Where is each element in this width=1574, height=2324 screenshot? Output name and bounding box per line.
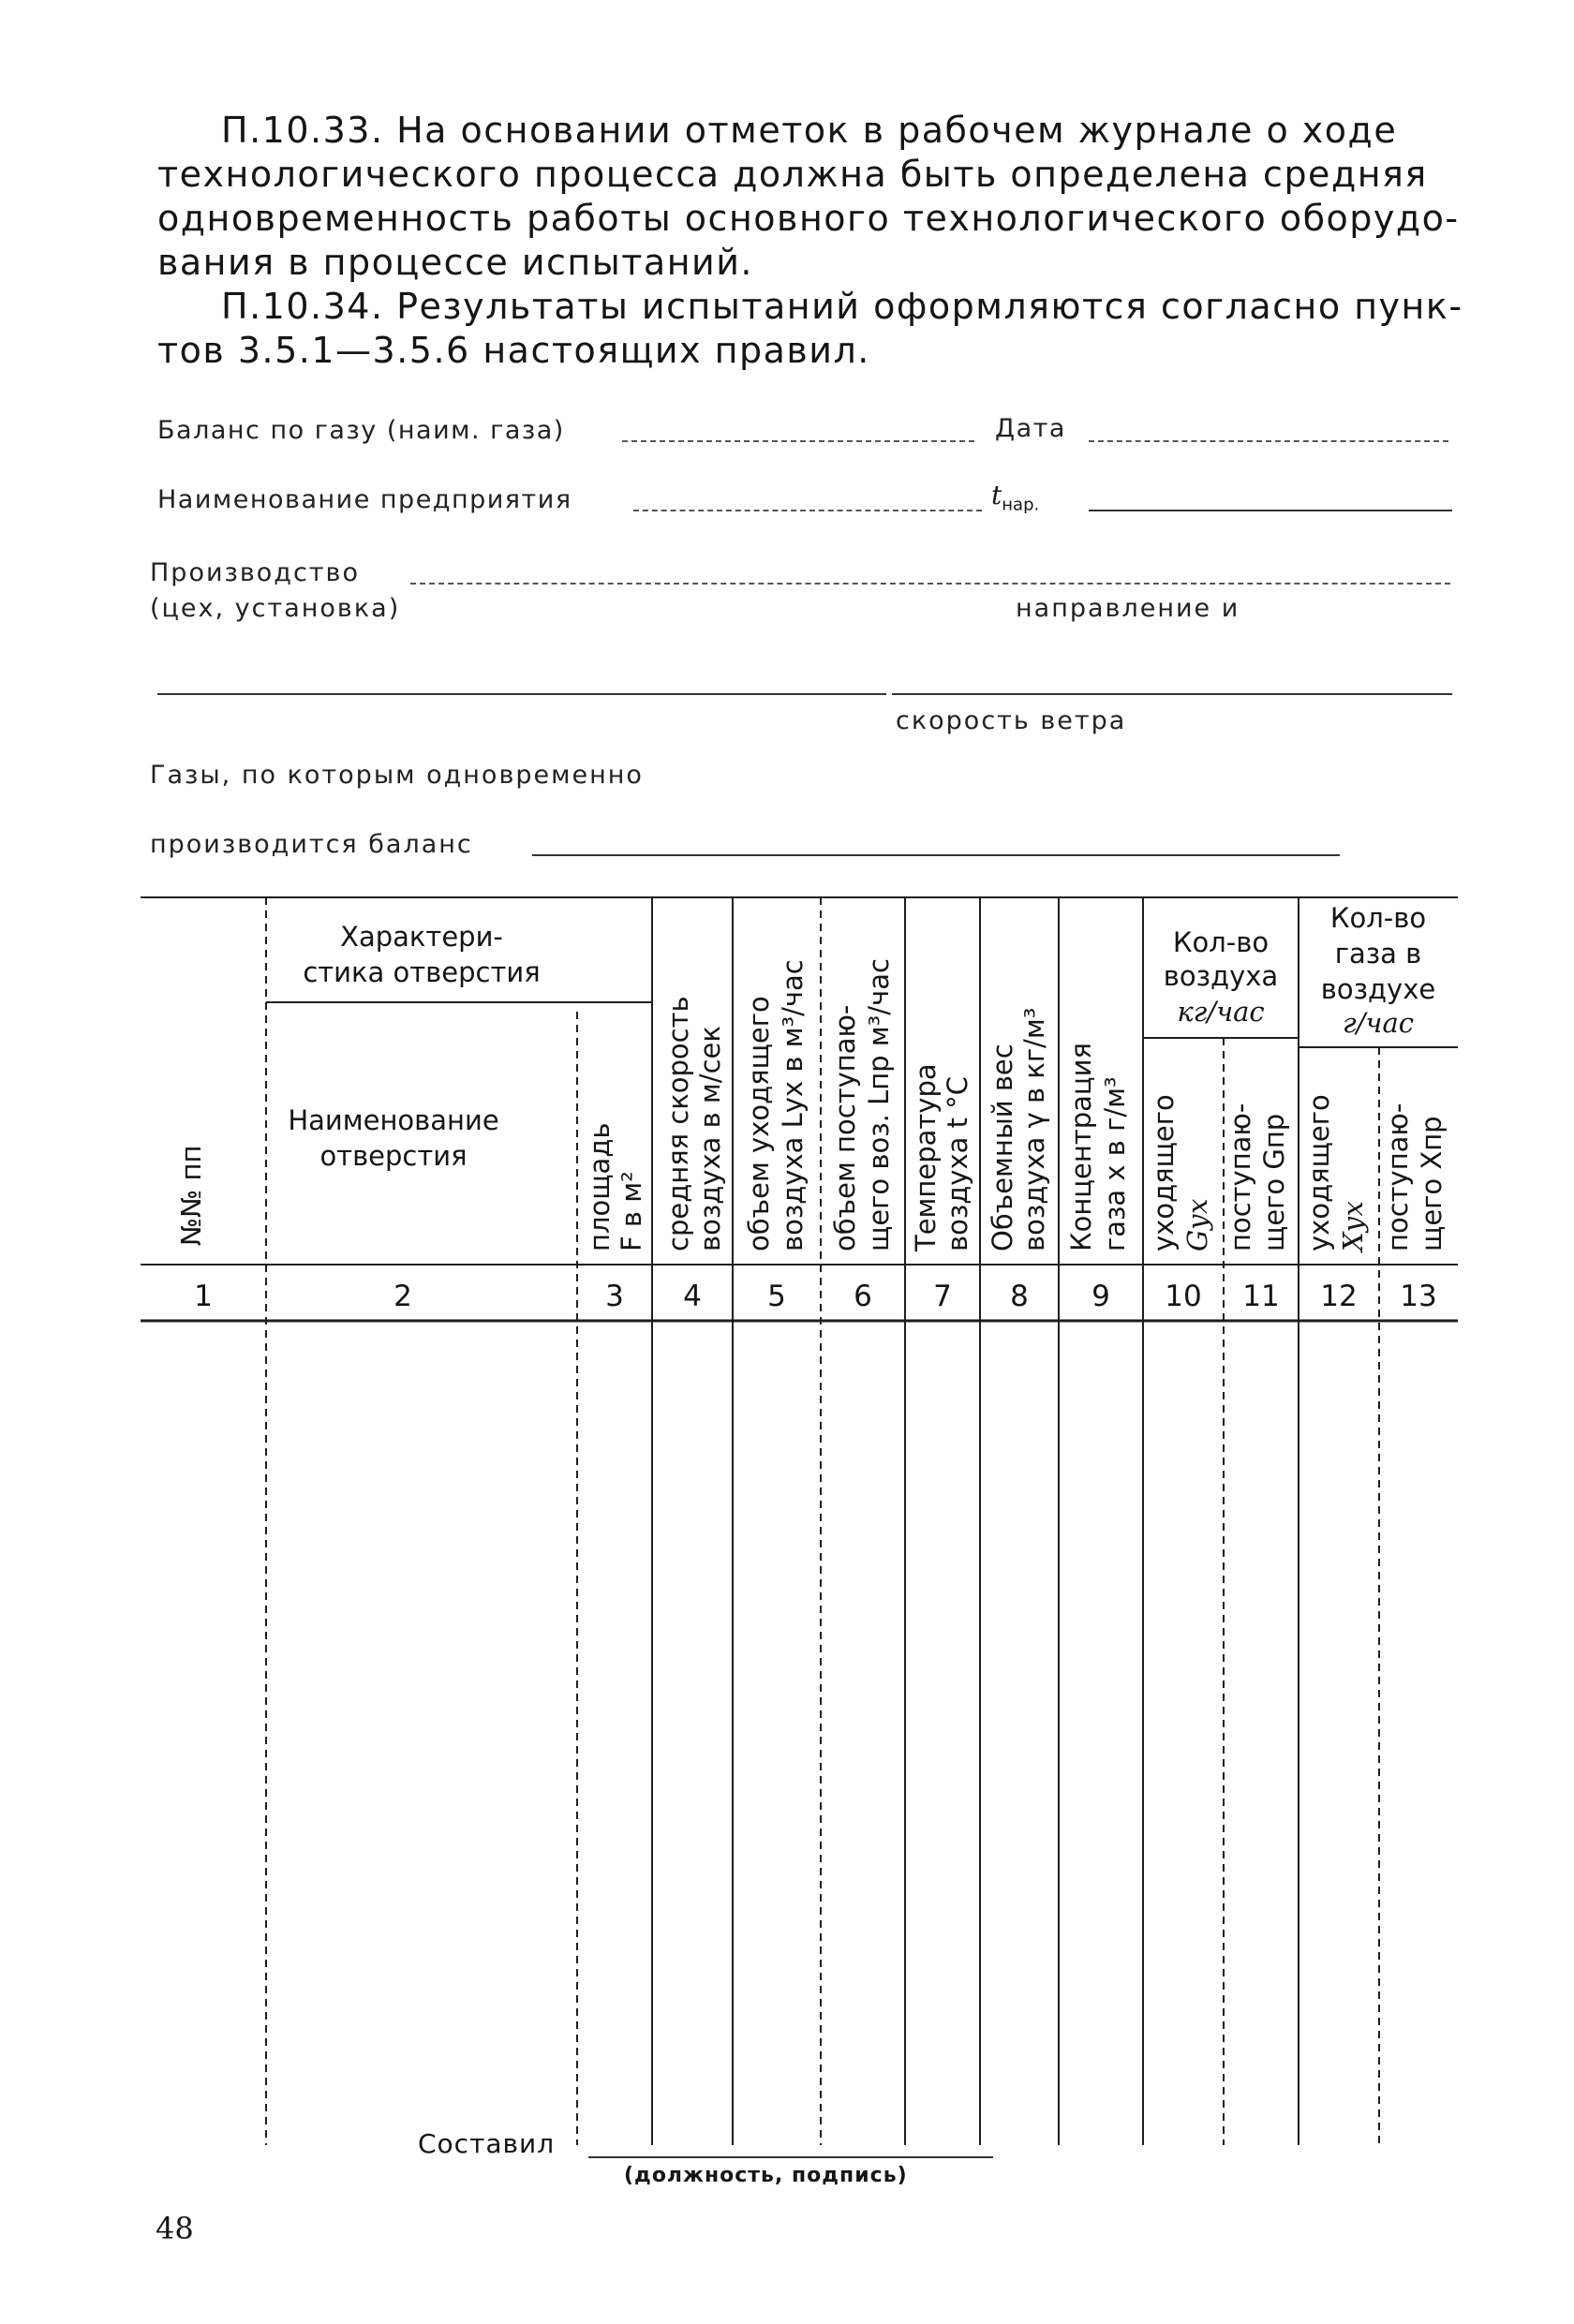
col-number: 9 (1091, 1280, 1110, 1313)
group3-header-unit: г/час (1343, 1007, 1414, 1039)
col8-header-line2: воздуха γ в кг/м³ (1018, 1007, 1050, 1251)
group2-header-line1: Кол-во (1172, 926, 1270, 958)
enterprise-label: Наименование предприятия (157, 485, 572, 514)
col9-header-line1: Концентрация (1065, 1043, 1097, 1251)
produced-label: производится баланс (150, 830, 473, 859)
col5-header-line1: объем уходящего (743, 996, 775, 1251)
col7-header-line1: Температура (910, 1063, 942, 1251)
workshop-label: (цех, установка) (150, 594, 401, 623)
col-number: 4 (683, 1280, 702, 1313)
text-line: вания в процессе испытаний. (157, 242, 754, 283)
col-number: 3 (605, 1280, 624, 1313)
group1-header-line1: Характери- (340, 921, 503, 953)
col-number: 7 (933, 1280, 952, 1313)
col11-header-line2: щего Gпр (1258, 1113, 1290, 1251)
text-line: одновременность работы основного технологического оборудо- (157, 198, 1460, 239)
group2-header-line2: воздуха (1163, 960, 1279, 992)
group2-header-unit: кг/час (1177, 996, 1265, 1028)
col9-header-line2: газа x в г/м³ (1099, 1076, 1131, 1251)
col7-header-line2: воздуха t °С (942, 1076, 973, 1251)
date-label: Дата (995, 414, 1066, 443)
text-line: П.10.34. Результаты испытаний оформляются согласно пунк- (221, 286, 1463, 327)
col12-header-line1: уходящего (1303, 1094, 1335, 1251)
col2-header-line1: Наименование (288, 1104, 499, 1136)
col10-header-line1: уходящего (1148, 1094, 1180, 1251)
signature-caption: (должность, подпись) (624, 2164, 908, 2187)
col-number: 1 (194, 1280, 213, 1313)
col-number: 10 (1165, 1280, 1202, 1313)
col5-header-line2: воздуха Lух в м³/час (777, 959, 809, 1251)
col1-header: №№ пп (175, 1145, 207, 1246)
group3-header-line3: воздухе (1320, 973, 1436, 1005)
direction-label: направление и (1016, 594, 1240, 623)
page-number: 48 (156, 2211, 194, 2246)
col8-header-line1: Объемный вес (987, 1044, 1018, 1251)
col-number: 6 (854, 1280, 872, 1313)
group3-header-line2: газа в (1334, 938, 1422, 970)
text-line: технологического процесса должна быть определена средняя (157, 154, 1428, 195)
col-number: 13 (1400, 1280, 1437, 1313)
col4-header-line1: средняя скорость (662, 996, 694, 1251)
production-label: Производство (150, 558, 360, 587)
col-number: 2 (394, 1280, 412, 1313)
text-line: П.10.33. На основании отметок в рабочем журнале о ходе (221, 110, 1398, 151)
wind-label: скорость ветра (896, 706, 1127, 735)
col3-header-line1: площадь (584, 1122, 616, 1251)
col-number: 8 (1010, 1280, 1029, 1313)
col2-header-line2: отверстия (319, 1140, 468, 1172)
signature-blank (588, 2156, 993, 2158)
gases-label: Газы, по которым одновременно (150, 761, 644, 790)
text-line: тов 3.5.1—3.5.6 настоящих правил. (157, 330, 870, 371)
col3-header-line2: F в м² (616, 1171, 647, 1251)
col13-header-line2: щего Xпр (1416, 1116, 1448, 1251)
balance-label: Баланс по газу (наим. газа) (157, 416, 565, 445)
col13-header-line1: поступаю- (1382, 1103, 1414, 1251)
col6-header-line1: объем поступаю- (829, 1004, 861, 1251)
t-symbol: $t_{нар.}$ (991, 480, 1040, 515)
col11-header-line1: поступаю- (1225, 1103, 1256, 1251)
col6-header-line2: щего воз. Lпр м³/час (863, 958, 895, 1251)
group3-header-line1: Кол-во (1329, 902, 1427, 934)
compiled-label: Составил (418, 2128, 556, 2159)
col10-header-line2: Gух (1181, 1198, 1213, 1251)
col4-header-line2: воздуха в м/сек (694, 1026, 726, 1251)
col-number: 12 (1320, 1280, 1358, 1313)
col12-header-line2: Xух (1337, 1201, 1369, 1251)
col-number: 11 (1242, 1280, 1280, 1313)
group1-header-line2: стика отверстия (303, 956, 541, 988)
col-number: 5 (767, 1280, 786, 1313)
